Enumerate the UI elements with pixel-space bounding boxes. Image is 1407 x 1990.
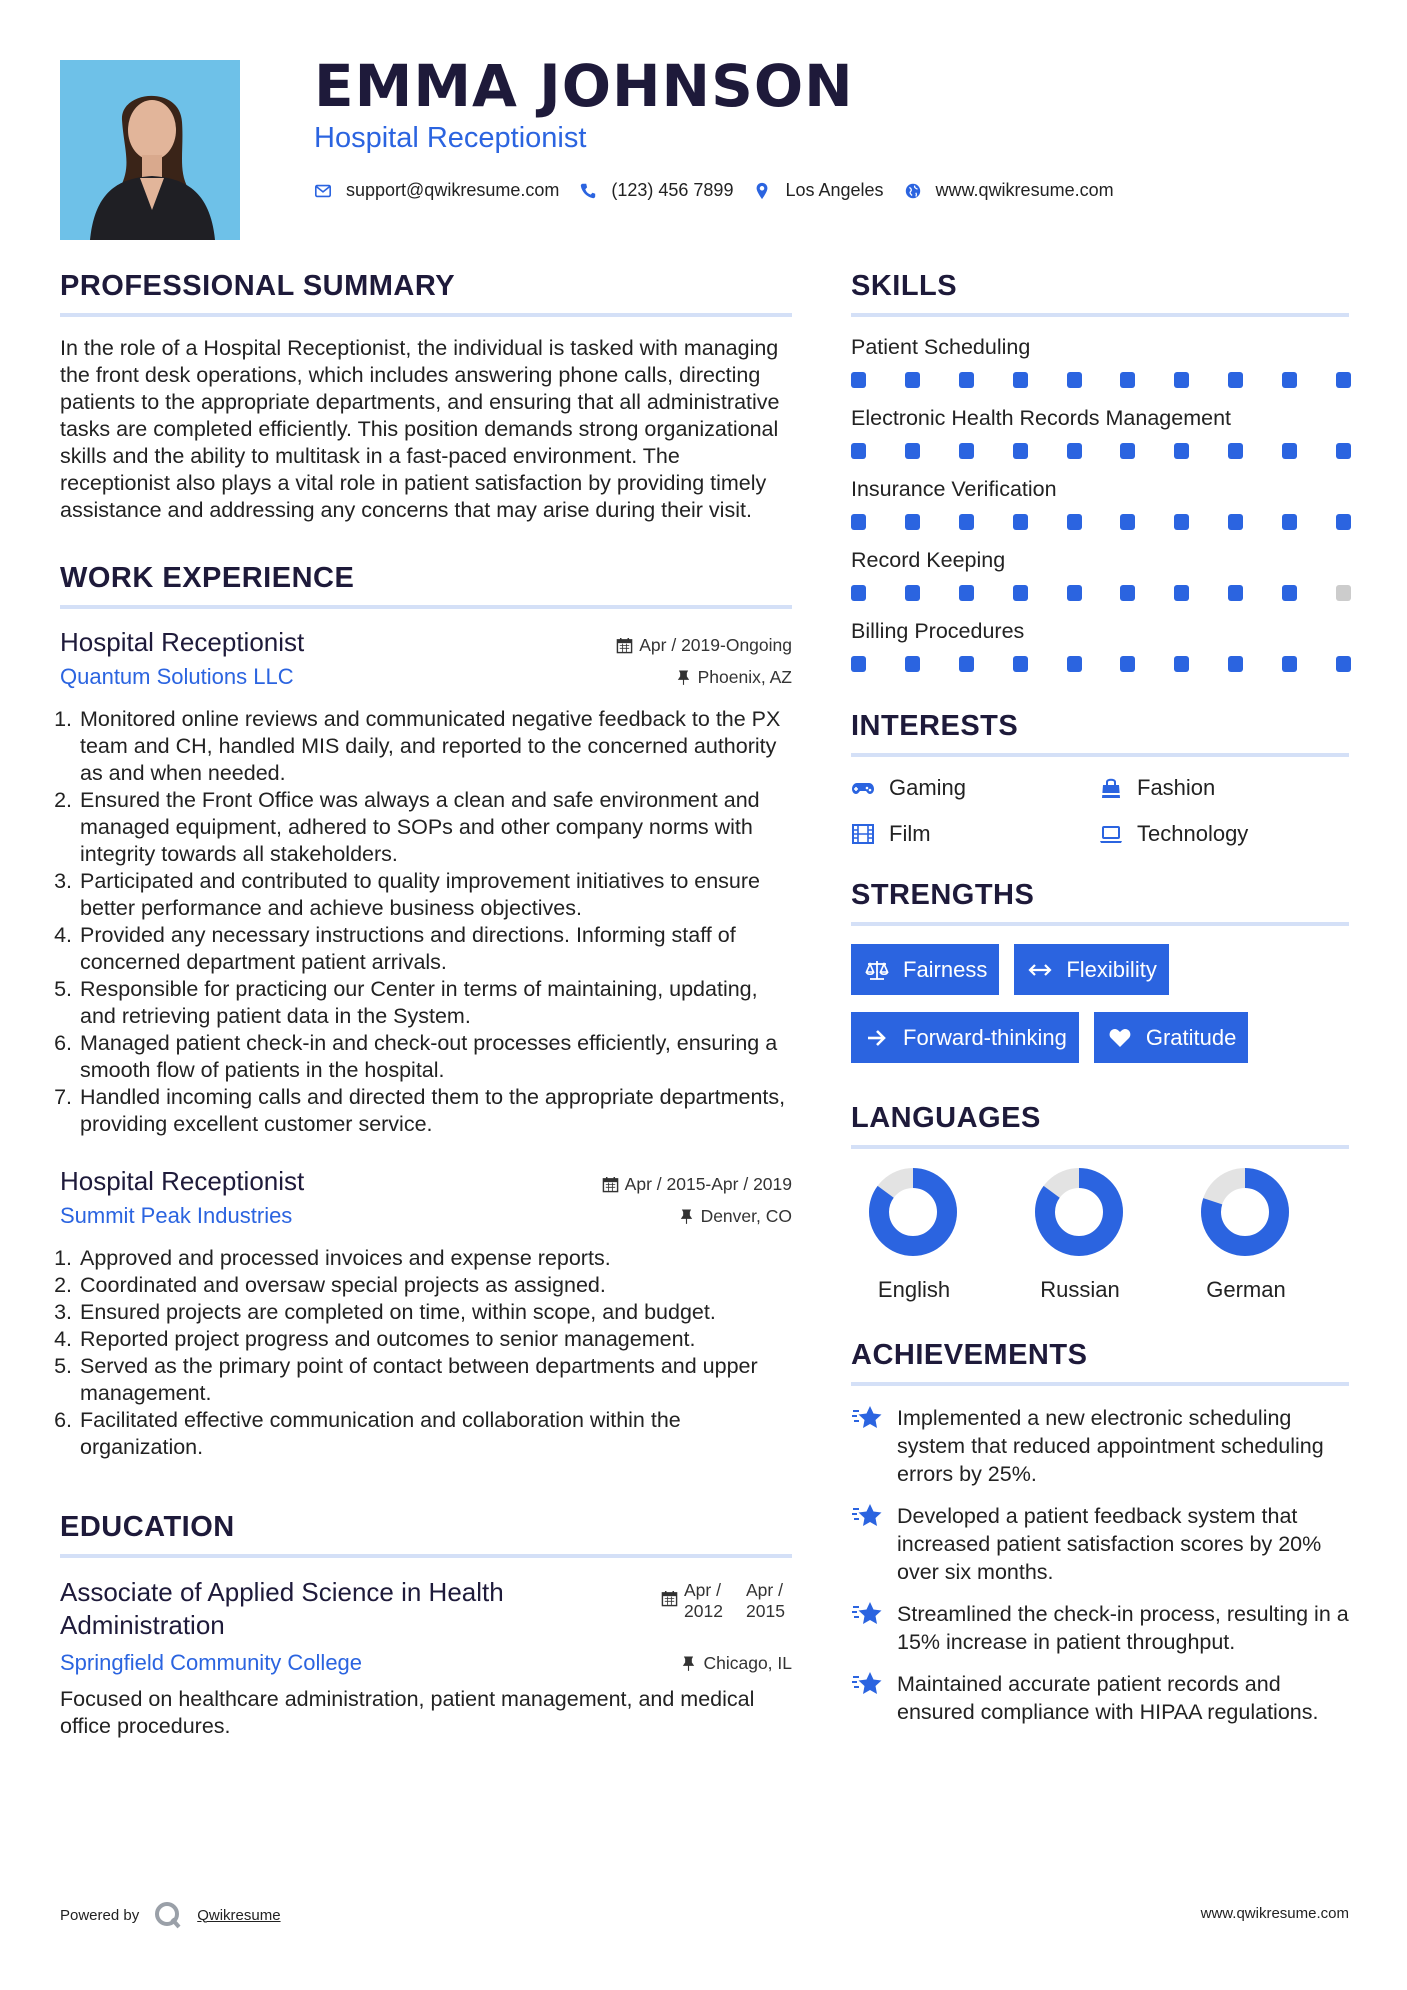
candidate-title: Hospital Receptionist xyxy=(314,122,587,154)
education-description: Focused on healthcare administration, patient management, and medical office procedures. xyxy=(60,1687,755,1738)
start-date: Apr / 2012 xyxy=(684,1580,723,1621)
right-column xyxy=(851,270,1349,1740)
skill-item xyxy=(851,619,1349,672)
section-heading: LANGUAGES xyxy=(851,1102,1349,1149)
list-item: 7. Handled incoming calls and directed them to the appropriate departments, providing excellent customer service. xyxy=(78,1084,792,1138)
arrow-right-icon xyxy=(865,1027,889,1049)
end-date: Apr / 2015 xyxy=(746,1580,785,1621)
skill-dot-filled xyxy=(959,656,974,672)
skill-name: Electronic Health Records Management xyxy=(851,406,1232,430)
star-icon xyxy=(851,1502,883,1530)
skill-dot-filled xyxy=(1067,656,1082,672)
job-date: Apr / 2015-Apr / 2019 xyxy=(602,1174,792,1195)
list-item: 5. Responsible for practicing our Center in terms of maintaining, updating, and retrieving patient data in the System. xyxy=(78,976,792,1030)
skill-dot-filled xyxy=(1013,656,1028,672)
skill-dot-filled xyxy=(1120,443,1135,459)
gamepad-icon xyxy=(851,777,877,799)
languages-section xyxy=(851,1102,1349,1303)
pushpin-icon xyxy=(680,1209,693,1224)
contact-phone[interactable] xyxy=(579,180,733,201)
skill-dot-filled xyxy=(1228,514,1243,530)
interest-item: Gaming xyxy=(851,775,1099,801)
achievement-item: Developed a patient feedback system that increased patient satisfaction scores by 20% over six months. xyxy=(851,1502,1349,1586)
skill-name: Insurance Verification xyxy=(851,477,1057,501)
skill-dot-filled xyxy=(1013,372,1028,388)
language-donut xyxy=(1034,1167,1124,1257)
skill-dot-filled xyxy=(1282,585,1297,601)
experience-section xyxy=(60,562,792,1461)
list-item: 4. Provided any necessary instructions and directions. Informing staff of concerned department patient arrivals. xyxy=(78,922,792,976)
skill-dot-filled xyxy=(905,443,920,459)
skill-dot-filled xyxy=(905,656,920,672)
duties-list xyxy=(60,1245,792,1461)
skill-dot-filled xyxy=(1228,443,1243,459)
language-name: English xyxy=(877,1277,951,1302)
list-item: 5. Served as the primary point of contact between departments and upper management. xyxy=(78,1353,792,1407)
skill-dot-filled xyxy=(1282,443,1297,459)
film-icon xyxy=(851,823,877,845)
section-heading: EDUCATION xyxy=(60,1511,792,1558)
calendar-icon xyxy=(661,1590,678,1607)
skill-dot-filled xyxy=(1067,514,1082,530)
skill-dot-filled xyxy=(1336,443,1351,459)
contact-bar xyxy=(314,180,1134,201)
footer-powered-by: Powered by Qwikresume xyxy=(60,1900,281,1930)
language-donut xyxy=(1200,1167,1290,1257)
interest-item: Fashion xyxy=(1099,775,1349,801)
section-heading: WORK EXPERIENCE xyxy=(60,562,792,609)
skill-item xyxy=(851,548,1349,601)
summary-text: In the role of a Hospital Receptionist, the individual is tasked with managing the front desk operations, which includes answering phone calls, directing patients to the appropriate departments, and ensuring that all administrative tasks are completed efficiently. This position demands strong organizational skills and the ability to multitask in a fast-paced environment. The receptionist also plays a vital role in patient satisfaction by providing timely assistance and addressing any concerns that may arise during their visit. xyxy=(60,336,780,522)
left-column xyxy=(60,270,792,1740)
skill-dot-filled xyxy=(1174,372,1189,388)
skill-level-dots xyxy=(851,514,1351,530)
skill-dot-filled xyxy=(851,656,866,672)
skill-dot-filled xyxy=(1336,656,1351,672)
list-item: 2. Ensured the Front Office was always a clean and safe environment and managed equipment, adhered to SOPs and other company norms with integrity towards all stakeholders. xyxy=(78,787,792,868)
skill-dot-filled xyxy=(1228,372,1243,388)
job-entry xyxy=(60,627,792,1138)
skill-dot-filled xyxy=(1120,585,1135,601)
star-icon xyxy=(851,1600,883,1628)
list-item: 1. Approved and processed invoices and expense reports. xyxy=(78,1245,792,1272)
skill-dot-filled xyxy=(1282,514,1297,530)
skill-dot-filled xyxy=(1013,443,1028,459)
skill-dot-filled xyxy=(959,514,974,530)
phone-icon xyxy=(579,182,597,200)
skill-dot-filled xyxy=(1174,656,1189,672)
skill-dot-filled xyxy=(1174,514,1189,530)
achievement-item: Maintained accurate patient records and ensured compliance with HIPAA regulations. xyxy=(851,1670,1349,1726)
star-icon xyxy=(851,1404,883,1432)
job-title: Hospital Receptionist xyxy=(60,1166,305,1196)
job-date: Apr / 2019-Ongoing xyxy=(616,635,792,656)
contact-email[interactable] xyxy=(314,180,559,201)
map-pin-icon xyxy=(753,182,771,200)
strength-badge: Flexibility xyxy=(1014,944,1168,995)
education-section xyxy=(60,1511,792,1740)
language-item xyxy=(1183,1167,1349,1303)
skill-level-dots xyxy=(851,443,1351,459)
skill-name: Record Keeping xyxy=(851,548,1006,572)
achievement-item: Implemented a new electronic scheduling system that reduced appointment scheduling errors by 25%. xyxy=(851,1404,1349,1488)
strength-badge: Fairness xyxy=(851,944,999,995)
skills-list xyxy=(851,335,1349,672)
skill-dot-filled xyxy=(1120,514,1135,530)
achievements-list xyxy=(851,1404,1349,1726)
degree-title: Associate of Applied Science in Health Administration xyxy=(60,1577,504,1640)
skill-name: Billing Procedures xyxy=(851,619,1025,643)
shopping-bag-icon xyxy=(1099,777,1125,799)
list-item: 6. Facilitated effective communication and collaboration within the organization. xyxy=(78,1407,792,1461)
language-donut xyxy=(868,1167,958,1257)
strength-badge: Gratitude xyxy=(1094,1012,1249,1063)
job-entry xyxy=(60,1166,792,1461)
list-item: 3. Ensured projects are completed on time, within scope, and budget. xyxy=(78,1299,792,1326)
interest-item: Film xyxy=(851,821,1099,847)
skill-dot-filled xyxy=(1174,585,1189,601)
company-name: Quantum Solutions LLC xyxy=(60,664,294,689)
contact-location xyxy=(753,180,883,201)
heart-icon xyxy=(1108,1027,1132,1049)
languages-list xyxy=(851,1167,1349,1303)
pushpin-icon xyxy=(677,670,690,685)
calendar-icon xyxy=(616,637,633,654)
skill-dot-filled xyxy=(905,372,920,388)
person-portrait-icon xyxy=(60,60,240,240)
job-title: Hospital Receptionist xyxy=(60,627,305,657)
skill-dot-filled xyxy=(1336,372,1351,388)
skill-dot-filled xyxy=(905,514,920,530)
language-name: Russian xyxy=(1040,1277,1120,1302)
skill-dot-filled xyxy=(1228,656,1243,672)
skill-dot-filled xyxy=(1174,443,1189,459)
website-text: www.qwikresume.com xyxy=(935,180,1114,200)
strength-badge: Forward-thinking xyxy=(851,1012,1079,1063)
skill-dot-filled xyxy=(1120,372,1135,388)
job-location: Phoenix, AZ xyxy=(677,667,792,688)
skill-dot-filled xyxy=(1228,585,1243,601)
skill-dot-filled xyxy=(1013,514,1028,530)
email-text: support@qwikresume.com xyxy=(346,180,560,200)
skill-item xyxy=(851,406,1349,459)
achievement-item: Streamlined the check-in process, resulting in a 15% increase in patient throughput. xyxy=(851,1600,1349,1656)
envelope-icon xyxy=(314,182,332,200)
language-name: German xyxy=(1206,1277,1286,1302)
star-icon xyxy=(851,1670,883,1698)
section-heading: ACHIEVEMENTS xyxy=(851,1339,1349,1386)
list-item: 1. Monitored online reviews and communicated negative feedback to the PX team and CH, handled MIS daily, and reported to the concerned authority as and when needed. xyxy=(78,706,792,787)
skill-dot-filled xyxy=(851,443,866,459)
school-name: Springfield Community College xyxy=(60,1650,363,1675)
list-item: 2. Coordinated and oversaw special projects as assigned. xyxy=(78,1272,792,1299)
contact-website[interactable] xyxy=(904,180,1114,201)
strengths-list xyxy=(851,944,1349,1080)
footer-website[interactable]: www.qwikresume.com xyxy=(1200,1905,1349,1922)
list-item: 6. Managed patient check-in and check-out processes efficiently, ensuring a smooth flow of patients in the hospital. xyxy=(78,1030,792,1084)
skill-dot-filled xyxy=(1282,656,1297,672)
skill-dot-filled xyxy=(905,585,920,601)
phone-text: (123) 456 7899 xyxy=(611,180,734,200)
skill-dot-filled xyxy=(1067,585,1082,601)
skill-dot-filled xyxy=(851,585,866,601)
duties-list xyxy=(60,706,792,1138)
interests-section xyxy=(851,710,1349,847)
interests-grid xyxy=(851,775,1349,847)
skill-dot-filled xyxy=(959,585,974,601)
skill-level-dots xyxy=(851,372,1351,388)
skill-dot-filled xyxy=(1067,443,1082,459)
section-heading: INTERESTS xyxy=(851,710,1349,757)
skill-dot-filled xyxy=(1336,514,1351,530)
skill-dot-filled xyxy=(1282,372,1297,388)
skill-dot-filled xyxy=(1013,585,1028,601)
location-text: Los Angeles xyxy=(785,180,884,200)
qwikresume-logo-icon xyxy=(153,1900,183,1930)
section-heading: STRENGTHS xyxy=(851,879,1349,926)
brand-link[interactable]: Qwikresume xyxy=(197,1906,281,1924)
skill-dot-filled xyxy=(1120,656,1135,672)
list-item: 3. Participated and contributed to quality improvement initiatives to ensure better performance and achieve business objectives. xyxy=(78,868,792,922)
achievements-section xyxy=(851,1339,1349,1726)
skill-dot-filled xyxy=(851,372,866,388)
list-item: 4. Reported project progress and outcomes to senior management. xyxy=(78,1326,792,1353)
job-location: Denver, CO xyxy=(680,1206,792,1227)
section-heading: SKILLS xyxy=(851,270,1349,317)
skill-dot-filled xyxy=(959,372,974,388)
interest-item: Technology xyxy=(1099,821,1349,847)
skill-level-dots xyxy=(851,656,1351,672)
pushpin-icon xyxy=(682,1656,695,1671)
company-name: Summit Peak Industries xyxy=(60,1203,293,1228)
skill-item xyxy=(851,335,1349,388)
skill-level-dots xyxy=(851,585,1351,601)
section-heading: PROFESSIONAL SUMMARY xyxy=(60,270,792,317)
skill-item xyxy=(851,477,1349,530)
globe-icon xyxy=(904,182,922,200)
balance-scale-icon xyxy=(865,959,889,981)
skill-dot-empty xyxy=(1336,585,1351,601)
candidate-name: EMMA JOHNSON xyxy=(314,52,854,120)
arrows-horizontal-icon xyxy=(1028,959,1052,981)
school-location: Chicago, IL xyxy=(682,1653,792,1674)
calendar-icon xyxy=(602,1176,619,1193)
laptop-icon xyxy=(1099,823,1125,845)
skill-dot-filled xyxy=(1067,372,1082,388)
education-dates xyxy=(661,1580,792,1622)
profile-photo xyxy=(60,60,240,240)
skill-name: Patient Scheduling xyxy=(851,335,1031,359)
strengths-section xyxy=(851,879,1349,1080)
skills-section xyxy=(851,270,1349,672)
summary-section xyxy=(60,270,792,524)
skill-dot-filled xyxy=(851,514,866,530)
skill-dot-filled xyxy=(959,443,974,459)
